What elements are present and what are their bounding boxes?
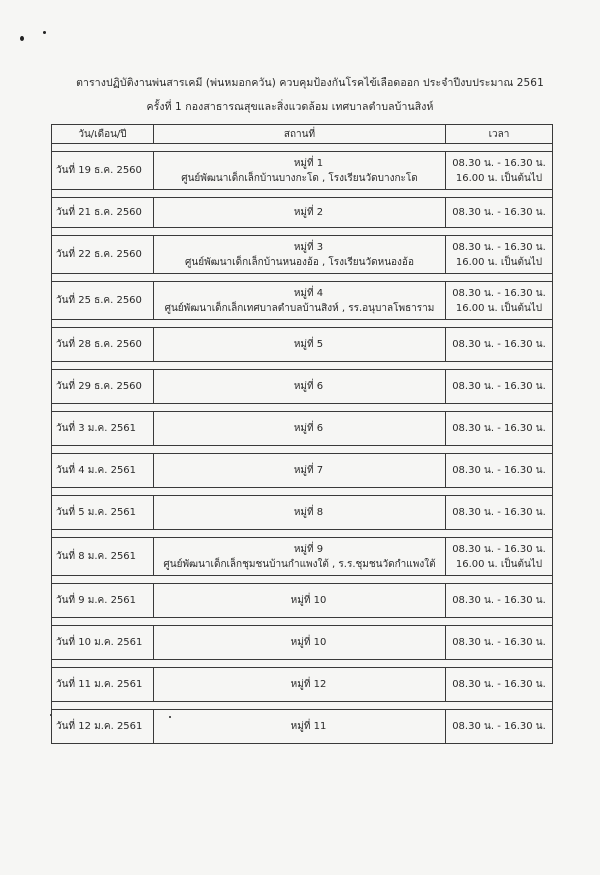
date-cell: วันที่ 28 ธ.ค. 2560 [52, 328, 154, 362]
village-number: หมู่ที่ 2 [293, 207, 324, 218]
row-spacer-cell [52, 702, 553, 710]
time-range: 08.30 น. - 16.30 น. [452, 157, 546, 169]
date-cell: วันที่ 10 ม.ค. 2561 [52, 626, 154, 660]
schedule-table [51, 124, 553, 744]
place-cell [154, 454, 446, 488]
row-spacer-cell [52, 446, 553, 454]
scan-speck [20, 36, 24, 41]
column-header-date: วัน/เดือน/ปี [52, 125, 154, 144]
row-spacer-cell [52, 618, 553, 626]
row-spacer-cell [52, 660, 553, 668]
column-header-place: สถานที่ [154, 125, 446, 144]
place-cell [154, 496, 446, 530]
time-cell [446, 236, 553, 274]
date-cell: วันที่ 5 ม.ค. 2561 [52, 496, 154, 530]
place-cell [154, 538, 446, 576]
place-detail: ศูนย์พัฒนาเด็กเล็กบ้านบางกะโด , โรงเรียนวัดบางกะโด [181, 172, 418, 184]
scan-speck [43, 31, 46, 34]
time-cell [446, 496, 553, 530]
table-row [52, 370, 553, 404]
date-cell: วันที่ 11 ม.ค. 2561 [52, 668, 154, 702]
place-cell [154, 370, 446, 404]
time-range: 08.30 น. - 16.30 น. [452, 679, 546, 690]
time-cell [446, 370, 553, 404]
row-spacer [52, 404, 553, 412]
row-spacer-cell [52, 228, 553, 236]
table-row [52, 710, 553, 744]
date-cell: วันที่ 19 ธ.ค. 2560 [52, 152, 154, 190]
table-row [52, 198, 553, 228]
row-spacer-cell [52, 144, 553, 152]
document-title: ตารางปฏิบัติงานพ่นสารเคมี (พ่นหมอกควัน) ควบคุมป้องกันโรคไข้เลือดออก ประจำปีงบประมาณ 2561 [76, 77, 544, 89]
place-cell [154, 198, 446, 228]
village-number: หมู่ที่ 9 [293, 543, 324, 555]
time-cell [446, 584, 553, 618]
place-cell [154, 668, 446, 702]
date-cell: วันที่ 25 ธ.ค. 2560 [52, 282, 154, 320]
row-spacer [52, 228, 553, 236]
row-spacer [52, 144, 553, 152]
row-spacer [52, 190, 553, 198]
time-range: 08.30 น. - 16.30 น. [452, 721, 546, 732]
row-spacer [52, 576, 553, 584]
time-range: 08.30 น. - 16.30 น. [452, 241, 546, 253]
row-spacer [52, 702, 553, 710]
row-spacer [52, 660, 553, 668]
time-range: 08.30 น. - 16.30 น. [452, 465, 546, 476]
table-row [52, 282, 553, 320]
time-range: 08.30 น. - 16.30 น. [452, 543, 546, 555]
table-row [52, 496, 553, 530]
time-cell [446, 198, 553, 228]
time-range: 08.30 น. - 16.30 น. [452, 507, 546, 518]
place-detail: ศูนย์พัฒนาเด็กเล็กชุมชนบ้านกำแพงใต้ , ร.ร.ชุมชนวัดกำแพงใต้ [163, 558, 436, 570]
village-number: หมู่ที่ 8 [293, 507, 324, 518]
place-cell [154, 236, 446, 274]
row-spacer-cell [52, 576, 553, 584]
row-spacer-cell [52, 320, 553, 328]
row-spacer-cell [52, 190, 553, 198]
village-number: หมู่ที่ 12 [290, 679, 327, 690]
date-cell: วันที่ 29 ธ.ค. 2560 [52, 370, 154, 404]
place-detail: ศูนย์พัฒนาเด็กเล็กบ้านหนองอ้อ , โรงเรียนวัดหนองอ้อ [185, 256, 414, 268]
time-cell [446, 328, 553, 362]
time-start: 16.00 น. เป็นต้นไป [455, 302, 543, 314]
row-spacer-cell [52, 488, 553, 496]
village-number: หมู่ที่ 10 [290, 595, 327, 606]
time-cell [446, 282, 553, 320]
time-cell [446, 538, 553, 576]
village-number: หมู่ที่ 7 [293, 465, 324, 476]
table-row [52, 328, 553, 362]
table-row [52, 668, 553, 702]
place-cell [154, 328, 446, 362]
row-spacer-cell [52, 274, 553, 282]
time-cell [446, 626, 553, 660]
row-spacer [52, 618, 553, 626]
place-cell [154, 584, 446, 618]
row-spacer [52, 530, 553, 538]
place-cell [154, 710, 446, 744]
time-range: 08.30 น. - 16.30 น. [452, 637, 546, 648]
time-cell [446, 668, 553, 702]
time-cell [446, 710, 553, 744]
village-number: หมู่ที่ 6 [293, 381, 324, 392]
date-cell: วันที่ 22 ธ.ค. 2560 [52, 236, 154, 274]
date-cell: วันที่ 3 ม.ค. 2561 [52, 412, 154, 446]
table-row [52, 152, 553, 190]
date-cell: วันที่ 4 ม.ค. 2561 [52, 454, 154, 488]
time-cell [446, 412, 553, 446]
table-row [52, 236, 553, 274]
time-start: 16.00 น. เป็นต้นไป [455, 256, 543, 268]
date-cell: วันที่ 21 ธ.ค. 2560 [52, 198, 154, 228]
row-spacer-cell [52, 530, 553, 538]
time-start: 16.00 น. เป็นต้นไป [455, 558, 543, 570]
table-row [52, 454, 553, 488]
time-range: 08.30 น. - 16.30 น. [452, 423, 546, 434]
row-spacer [52, 362, 553, 370]
document-subtitle: ครั้งที่ 1 กองสาธารณสุขและสิ่งแวดล้อม เทศบาลตำบลบ้านสิงห์ [146, 101, 434, 113]
row-spacer [52, 488, 553, 496]
village-number: หมู่ที่ 11 [290, 721, 327, 732]
time-cell [446, 454, 553, 488]
row-spacer-cell [52, 404, 553, 412]
table-row [52, 584, 553, 618]
place-detail: ศูนย์พัฒนาเด็กเล็กเทศบาลตำบลบ้านสิงห์ , รร.อนุบาลโพธาราม [164, 302, 435, 314]
village-number: หมู่ที่ 6 [293, 423, 324, 434]
table-header-row [52, 125, 553, 144]
time-range: 08.30 น. - 16.30 น. [452, 287, 546, 299]
time-range: 08.30 น. - 16.30 น. [452, 595, 546, 606]
time-cell [446, 152, 553, 190]
column-header-time: เวลา [446, 125, 553, 144]
table-row [52, 412, 553, 446]
village-number: หมู่ที่ 10 [290, 637, 327, 648]
table-row [52, 626, 553, 660]
row-spacer [52, 274, 553, 282]
date-cell: วันที่ 8 ม.ค. 2561 [52, 538, 154, 576]
place-cell [154, 152, 446, 190]
time-range: 08.30 น. - 16.30 น. [452, 339, 546, 350]
place-cell [154, 412, 446, 446]
time-start: 16.00 น. เป็นต้นไป [455, 172, 543, 184]
time-range: 08.30 น. - 16.30 น. [452, 207, 546, 218]
village-number: หมู่ที่ 4 [293, 287, 324, 299]
date-cell: วันที่ 12 ม.ค. 2561 [52, 710, 154, 744]
date-cell: วันที่ 9 ม.ค. 2561 [52, 584, 154, 618]
row-spacer [52, 446, 553, 454]
time-range: 08.30 น. - 16.30 น. [452, 381, 546, 392]
place-cell [154, 282, 446, 320]
village-number: หมู่ที่ 1 [293, 157, 324, 169]
table-row [52, 538, 553, 576]
row-spacer [52, 320, 553, 328]
row-spacer-cell [52, 362, 553, 370]
village-number: หมู่ที่ 5 [293, 339, 324, 350]
place-cell [154, 626, 446, 660]
village-number: หมู่ที่ 3 [293, 241, 324, 253]
